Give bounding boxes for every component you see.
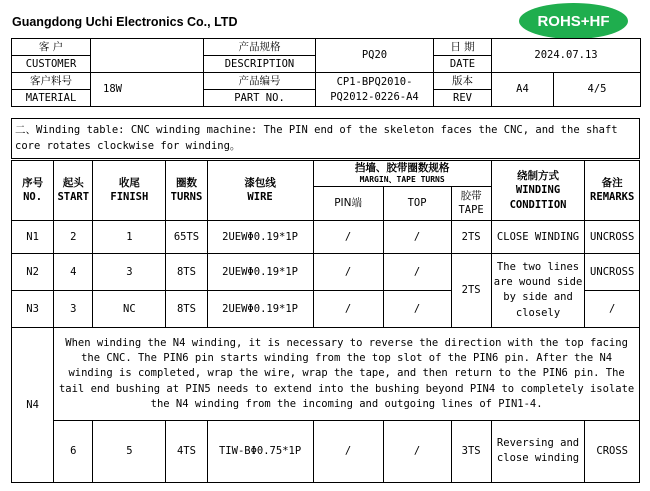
section-title: 二、Winding table: CNC winding machine: The PIN end of the skeleton faces the CNC, and the shaft core rotates clockwise for winding。 (12, 119, 640, 159)
col-remarks (585, 161, 640, 221)
col-start (54, 161, 93, 221)
customer-part-label-cn: 客户料号 (12, 73, 91, 90)
date-label-en: DATE (434, 56, 492, 73)
col-condition-en2: CONDITION (509, 198, 567, 211)
page-value: 4/5 (554, 73, 641, 107)
table-row (12, 220, 640, 253)
part-no-value (316, 73, 434, 107)
product-no-label-cn: 产品编号 (204, 73, 316, 90)
col-tape-cn: 胶带 (460, 190, 482, 203)
cell-pin: / (313, 253, 383, 290)
cell-tape: 2TS (451, 220, 491, 253)
cell-start: 6 (54, 420, 93, 482)
col-wire-cn: 漆包线 (244, 177, 276, 190)
customer-label-en: CUSTOMER (12, 56, 91, 73)
cell-tape: 3TS (451, 420, 491, 482)
col-margin-cn: 挡墙、胶带圈数规格 (354, 162, 450, 174)
col-start-cn: 起头 (62, 177, 84, 190)
material-value: 18W (91, 73, 204, 107)
cell-wire: 2UEWΦ0.19*1P (207, 290, 313, 327)
col-top: TOP (383, 186, 451, 220)
date-label-cn: 日 期 (434, 39, 492, 56)
cell-turns: 65TS (166, 220, 207, 253)
col-finish-cn: 收尾 (118, 177, 140, 190)
cell-wire: 2UEWΦ0.19*1P (207, 220, 313, 253)
col-turns (166, 161, 207, 221)
section-table (11, 118, 640, 159)
cell-condition: CLOSE WINDING (491, 220, 585, 253)
cell-remarks: UNCROSS (585, 220, 640, 253)
col-remarks-cn: 备注 (601, 177, 623, 190)
cell-condition: Reversing and close winding (491, 420, 585, 482)
col-condition (491, 161, 585, 221)
col-condition-en1: WINDING (515, 184, 561, 197)
col-no-cn: 序号 (22, 177, 44, 190)
rev-label-cn: 版本 (434, 73, 492, 90)
col-pin-end: PIN端 (313, 186, 383, 220)
cell-no: N4 (12, 327, 54, 482)
cell-wire: 2UEWΦ0.19*1P (207, 253, 313, 290)
description-label-en: DESCRIPTION (204, 56, 316, 73)
cell-finish: 5 (93, 420, 166, 482)
cell-top: / (383, 253, 451, 290)
col-wire-en: WIRE (247, 191, 273, 204)
company-name: Guangdong Uchi Electronics Co., LTD (12, 15, 238, 29)
winding-table (11, 160, 640, 483)
cell-no: N3 (12, 290, 54, 327)
customer-value (91, 39, 204, 73)
col-wire (207, 161, 313, 221)
cell-start: 2 (54, 220, 93, 253)
cell-pin: / (313, 290, 383, 327)
cell-remarks: CROSS (585, 420, 640, 482)
cell-turns: 4TS (166, 420, 207, 482)
col-tape-en: TAPE (458, 204, 484, 217)
cell-finish: NC (93, 290, 166, 327)
date-value: 2024.07.13 (492, 39, 641, 73)
cell-remarks: / (585, 290, 640, 327)
cell-no: N2 (12, 253, 54, 290)
col-turns-cn: 圈数 (175, 177, 197, 190)
cell-condition: The two lines are wound side by side and closely (491, 253, 585, 327)
col-margin (313, 161, 491, 187)
col-no-en: NO. (23, 191, 43, 204)
cell-pin: / (313, 420, 383, 482)
cell-turns: 8TS (166, 290, 207, 327)
cell-finish: 1 (93, 220, 166, 253)
col-tape (451, 186, 491, 220)
part-no-value-line2: PQ2012-0226-A4 (330, 90, 419, 103)
col-condition-cn: 绕制方式 (517, 170, 560, 183)
material-label-en: MATERIAL (12, 90, 91, 107)
col-finish-en: FINISH (110, 191, 149, 204)
cell-start: 3 (54, 290, 93, 327)
col-margin-en: MARGIN、TAPE TURNS (359, 175, 445, 185)
rev-label-en: REV (434, 90, 492, 107)
cell-wire: TIW-BΦ0.75*1P (207, 420, 313, 482)
part-no-value-line1: CP1-BPQ2010- (336, 76, 413, 89)
col-turns-en: TURNS (170, 191, 203, 204)
cell-top: / (383, 420, 451, 482)
cell-no: N1 (12, 220, 54, 253)
col-remarks-en: REMARKS (590, 191, 635, 204)
col-start-en: START (57, 191, 90, 204)
cell-tape: 2TS (451, 253, 491, 327)
cell-turns: 8TS (166, 253, 207, 290)
rohs-hf-badge: ROHS+HF (519, 3, 628, 39)
n4-note: When winding the N4 winding, it is necessary to reverse the direction with the top facing the CNC. The PIN6 pin starts winding from the top slot of the PIN6 pin. After the N4 winding is completed, wrap the wire, wrap the tape, and then return to the PIN6 pin. The tail end bushing at PIN5 needs to extend into the bushing beyond PIN4 to completely isolate the N4 winding from the incoming and outgoing lines of PIN1-4. (54, 327, 640, 420)
cell-top: / (383, 290, 451, 327)
cell-finish: 3 (93, 253, 166, 290)
customer-label-cn: 客 户 (12, 39, 91, 56)
table-row (12, 327, 640, 420)
col-finish (93, 161, 166, 221)
table-row (12, 253, 640, 290)
col-no (12, 161, 54, 221)
cell-top: / (383, 220, 451, 253)
cell-pin: / (313, 220, 383, 253)
description-value: PQ20 (316, 39, 434, 73)
rev-value: A4 (492, 73, 554, 107)
cell-start: 4 (54, 253, 93, 290)
cell-remarks: UNCROSS (585, 253, 640, 290)
header-table (11, 38, 641, 107)
table-row (12, 420, 640, 482)
description-label-cn: 产品规格 (204, 39, 316, 56)
part-no-label-en: PART NO. (204, 90, 316, 107)
